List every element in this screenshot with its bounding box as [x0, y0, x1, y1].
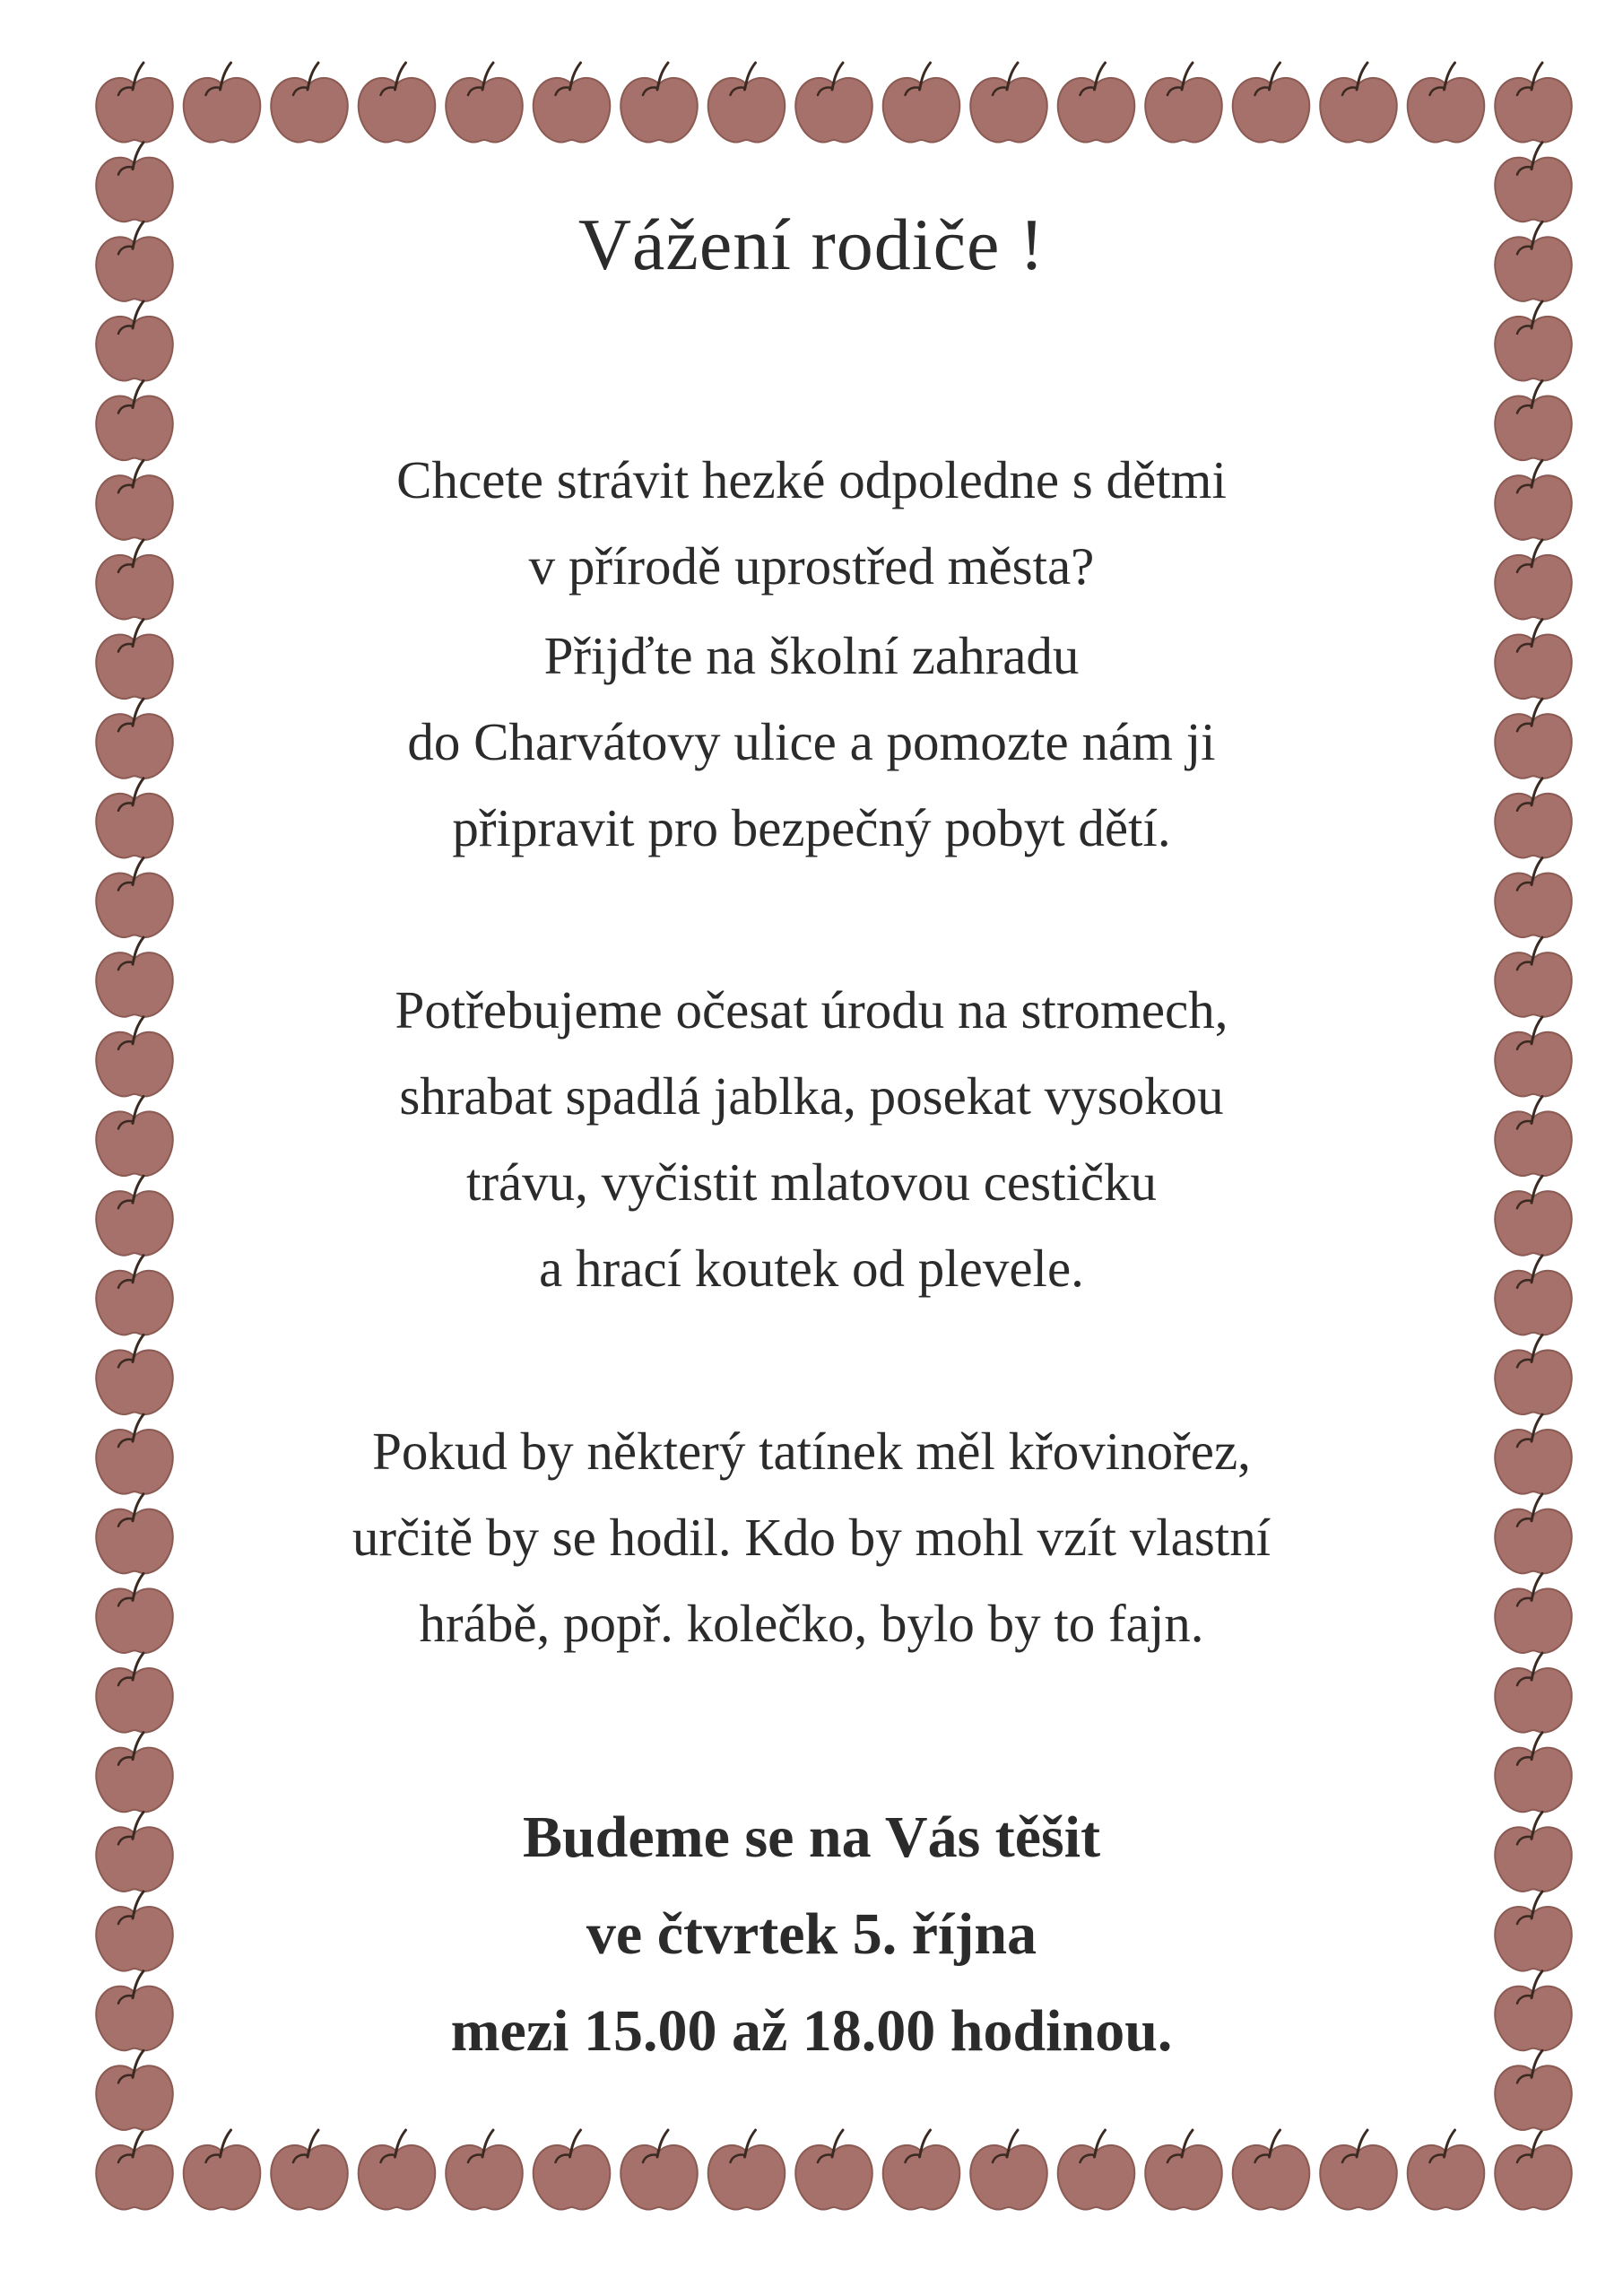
apple-icon	[621, 63, 698, 143]
apple-icon	[96, 1892, 173, 1971]
apple-icon	[1058, 2130, 1135, 2210]
apple-icon	[359, 63, 436, 143]
apple-icon	[1495, 1971, 1572, 2051]
paragraph-tools	[179, 1408, 1444, 1666]
apple-icon	[1495, 63, 1572, 143]
apple-icon	[1495, 699, 1572, 778]
closing-line: mezi 15.00 až 18.00 hodinou.	[450, 1998, 1173, 2064]
apple-icon	[1495, 858, 1572, 938]
apple-icon	[1495, 381, 1572, 461]
apple-icon	[96, 1573, 173, 1653]
apple-icon	[1233, 2130, 1310, 2210]
apple-icon	[534, 2130, 611, 2210]
apple-icon	[96, 1017, 173, 1097]
apple-icon	[708, 63, 785, 143]
apple-icon	[621, 2130, 698, 2210]
apple-icon	[96, 1256, 173, 1335]
apple-icon	[1495, 143, 1572, 222]
paragraph-line: trávu, vyčistit mlatovou cestičku	[465, 1152, 1158, 1212]
apple-icon	[795, 2130, 872, 2210]
apple-icon	[1495, 460, 1572, 540]
apple-icon	[1495, 1256, 1572, 1335]
apple-icon	[708, 2130, 785, 2210]
page-title: Vážení rodiče !	[577, 204, 1046, 285]
paragraph-line: do Charvátovy ulice a pomozte nám ji	[407, 712, 1216, 771]
paragraph-line: Přijďte na školní zahradu	[543, 626, 1080, 685]
apple-icon	[1495, 1414, 1572, 1494]
apple-icon	[1495, 2130, 1572, 2210]
apple-icon	[1145, 2130, 1222, 2210]
closing-line: ve čtvrtek 5. října	[586, 1901, 1037, 1967]
apple-icon	[1495, 1335, 1572, 1414]
apple-icon	[1408, 63, 1485, 143]
apple-icon	[96, 1494, 173, 1574]
apple-icon	[96, 301, 173, 381]
paragraph-line: určitě by se hodil. Kdo by mohl vzít vlastní	[352, 1508, 1271, 1567]
apple-icon	[359, 2130, 436, 2210]
apple-icon	[96, 937, 173, 1017]
apple-icon	[96, 63, 173, 143]
apple-icon	[96, 1335, 173, 1414]
paragraph-line: Pokud by některý tatínek měl křovinořez,	[372, 1422, 1251, 1481]
apple-icon	[96, 620, 173, 700]
apple-icon	[1408, 2130, 1485, 2210]
apple-icon	[96, 1733, 173, 1813]
paragraph-invitation	[179, 437, 1444, 609]
apple-icon	[96, 2050, 173, 2130]
apple-icon	[1495, 1733, 1572, 1813]
apple-icon	[883, 2130, 960, 2210]
apple-icon	[1495, 540, 1572, 620]
paragraph-line: připravit pro bezpečný pobyt dětí.	[452, 798, 1171, 857]
apple-icon	[184, 2130, 261, 2210]
apple-icon	[1495, 1892, 1572, 1971]
apple-icon	[1495, 1017, 1572, 1097]
closing-note	[179, 1789, 1444, 2080]
paragraph-line: v přírodě uprostřed města?	[528, 536, 1095, 596]
apple-icon	[1495, 301, 1572, 381]
apple-icon	[534, 63, 611, 143]
apple-icon	[1145, 63, 1222, 143]
apple-icon	[96, 1812, 173, 1892]
apple-icon	[795, 63, 872, 143]
apple-icon	[970, 63, 1047, 143]
apple-icon	[96, 222, 173, 301]
apple-icon	[446, 2130, 523, 2210]
paragraph-line: shrabat spadlá jablka, posekat vysokou	[399, 1066, 1224, 1126]
apple-icon	[446, 63, 523, 143]
closing-line: Budeme se na Vás těšit	[522, 1805, 1101, 1870]
apple-icon	[1495, 1176, 1572, 1256]
apple-icon	[96, 1097, 173, 1177]
apple-icon	[1495, 1653, 1572, 1733]
apple-icon	[1495, 778, 1572, 858]
apple-icon	[271, 63, 348, 143]
apple-icon	[96, 1971, 173, 2051]
apple-icon	[96, 540, 173, 620]
apple-icon	[1233, 63, 1310, 143]
paragraph-location	[179, 613, 1444, 871]
apple-icon	[1495, 620, 1572, 700]
apple-icon	[1058, 63, 1135, 143]
apple-icon	[96, 699, 173, 778]
apple-icon	[883, 63, 960, 143]
paragraph-line: a hrací koutek od plevele.	[539, 1239, 1084, 1298]
paragraph-line: Potřebujeme očesat úrodu na stromech,	[395, 980, 1228, 1039]
paragraph-tasks	[179, 967, 1444, 1311]
apple-icon	[1320, 63, 1397, 143]
apple-icon	[96, 778, 173, 858]
paragraph-line: hrábě, popř. kolečko, bylo by to fajn.	[419, 1594, 1204, 1653]
apple-icon	[1320, 2130, 1397, 2210]
apple-icon	[1495, 1812, 1572, 1892]
apple-icon	[1495, 937, 1572, 1017]
apple-icon	[96, 1414, 173, 1494]
apple-icon	[1495, 2050, 1572, 2130]
apple-icon	[970, 2130, 1047, 2210]
apple-icon	[1495, 222, 1572, 301]
apple-icon	[96, 143, 173, 222]
apple-icon	[96, 381, 173, 461]
apple-icon	[96, 1176, 173, 1256]
apple-icon	[96, 460, 173, 540]
paragraph-line: Chcete strávit hezké odpoledne s dětmi	[396, 450, 1227, 509]
apple-icon	[1495, 1573, 1572, 1653]
apple-icon	[271, 2130, 348, 2210]
apple-icon	[184, 63, 261, 143]
apple-icon	[96, 1653, 173, 1733]
apple-icon	[96, 2130, 173, 2210]
apple-icon	[1495, 1494, 1572, 1574]
apple-icon	[1495, 1097, 1572, 1177]
apple-icon	[96, 858, 173, 938]
